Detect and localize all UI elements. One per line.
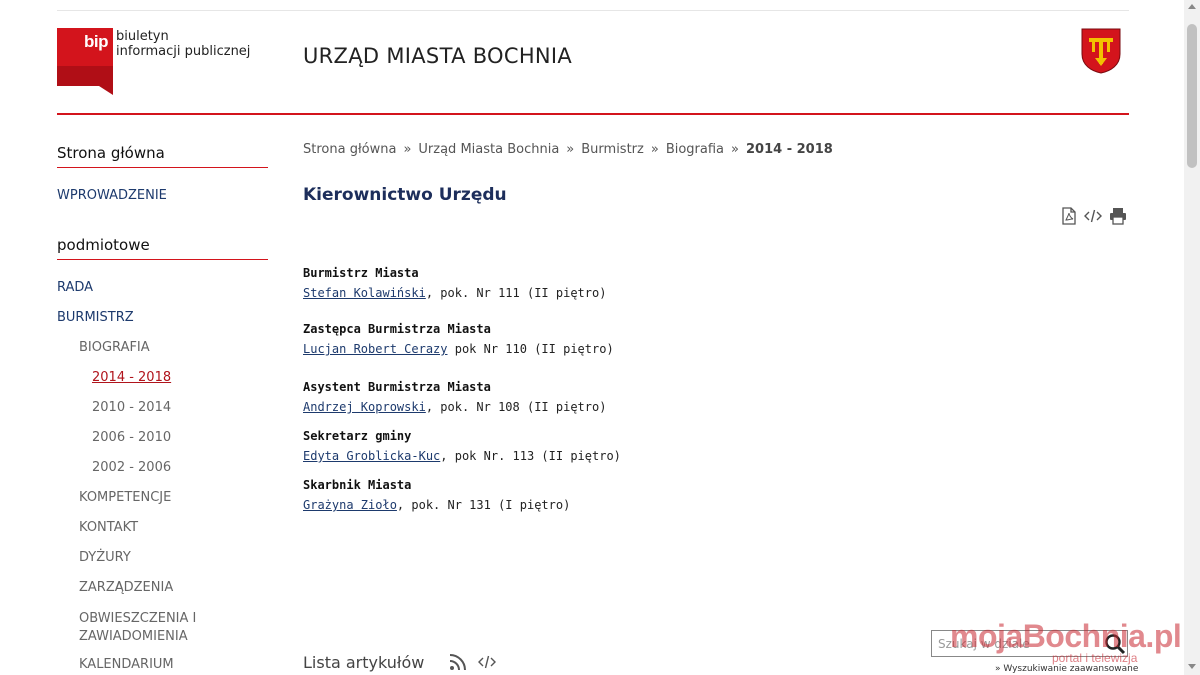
coat-of-arms-icon — [1081, 28, 1121, 74]
sidebar-item-kalendarium[interactable]: KALENDARIUM — [79, 657, 174, 672]
code-icon[interactable] — [1084, 207, 1102, 225]
official-entry — [303, 400, 606, 414]
page-title: Kierownictwo Urzędu — [303, 185, 507, 205]
watermark-subtitle: portal i telewizja — [1052, 651, 1138, 665]
sidebar-item-kompetencje[interactable]: KOMPETENCJE — [79, 490, 172, 505]
sidebar-item-label: OBWIESZCZENIA I — [79, 611, 197, 626]
scrollbar[interactable] — [1184, 0, 1200, 675]
top-divider — [57, 10, 1129, 11]
official-office: , pok. Nr 111 (II piętro) — [425, 286, 607, 300]
header-divider — [57, 113, 1129, 115]
sidebar-item-label: ZAWIADOMIENIA — [79, 629, 188, 644]
official-office: , pok Nr. 113 (II piętro) — [440, 449, 621, 463]
official-office: , pok. Nr 108 (II piętro) — [425, 400, 607, 414]
print-icon[interactable] — [1109, 207, 1127, 225]
bip-logo-mark — [57, 28, 113, 66]
rss-icon[interactable] — [449, 653, 467, 671]
official-role: Zastępca Burmistrza Miasta — [303, 322, 491, 336]
bip-logo[interactable] — [57, 28, 257, 98]
official-entry — [303, 449, 621, 463]
official-name-link[interactable]: Stefan Kolawiński — [303, 286, 426, 300]
official-role: Skarbnik Miasta — [303, 478, 412, 492]
breadcrumb-current: 2014 - 2018 — [745, 142, 833, 157]
sidebar-item-wprowadzenie[interactable]: WPROWADZENIE — [57, 188, 167, 203]
bip-logo-line2: informacji publicznej — [116, 44, 251, 59]
site-title[interactable]: URZĄD MIASTA BOCHNIA — [303, 44, 573, 68]
sidebar-item-obwieszczenia[interactable] — [79, 610, 196, 646]
sidebar-item-2014-2018[interactable]: 2014 - 2018 — [92, 370, 172, 385]
sidebar-item-2010-2014[interactable]: 2010 - 2014 — [92, 400, 172, 415]
breadcrumb-separator: » — [403, 142, 412, 157]
breadcrumb-separator: » — [731, 142, 739, 157]
sidebar-section-heading: podmiotowe — [57, 236, 150, 254]
official-role: Asystent Burmistrza Miasta — [303, 380, 491, 394]
official-name-link[interactable]: Grażyna Zioło — [303, 498, 397, 512]
sidebar-home-link[interactable]: Strona główna — [57, 144, 165, 162]
sidebar-item-biografia[interactable]: BIOGRAFIA — [79, 340, 150, 355]
scroll-thumb[interactable] — [1187, 24, 1197, 168]
sidebar-item-kontakt[interactable]: KONTAKT — [79, 520, 139, 535]
sidebar-item-2002-2006[interactable]: 2002 - 2006 — [92, 460, 172, 475]
code-icon[interactable] — [478, 653, 496, 671]
breadcrumb-separator: » — [650, 142, 659, 157]
official-role: Burmistrz Miasta — [303, 266, 419, 280]
sidebar-item-zarzadzenia[interactable]: ZARZĄDZENIA — [79, 580, 174, 595]
scroll-down-arrow[interactable] — [1188, 664, 1196, 669]
breadcrumb-item[interactable]: Urząd Miasta Bochnia — [418, 142, 560, 157]
official-office: , pok. Nr 131 (I piętro) — [396, 498, 571, 512]
breadcrumb-item[interactable]: Strona główna — [303, 142, 397, 157]
article-list-title: Lista artykułów — [303, 653, 425, 672]
sidebar-item-2006-2010[interactable]: 2006 - 2010 — [92, 430, 172, 445]
official-name-link[interactable]: Andrzej Koprowski — [303, 400, 426, 414]
advanced-search-link[interactable]: » Wyszukiwanie zaawansowane — [995, 664, 1139, 674]
official-office: pok Nr 110 (II piętro) — [447, 342, 614, 356]
bip-logo-line1: biuletyn — [116, 29, 169, 44]
official-entry — [303, 286, 606, 300]
official-entry — [303, 498, 570, 512]
breadcrumb-item[interactable]: Burmistrz — [581, 142, 644, 157]
sidebar-divider — [57, 259, 268, 260]
official-name-link[interactable]: Edyta Groblicka-Kuc — [303, 449, 441, 463]
pdf-icon[interactable] — [1060, 207, 1078, 225]
official-role: Sekretarz gminy — [303, 429, 412, 443]
breadcrumb-item[interactable]: Biografia — [665, 142, 725, 157]
sidebar-divider — [57, 167, 268, 168]
official-name-link[interactable]: Lucjan Robert Cerazy — [303, 342, 448, 356]
watermark-logo: mojaBochnia.pl — [950, 618, 1182, 654]
bip-logo-shadow — [57, 66, 113, 95]
bip-logo-word: bip — [84, 32, 108, 51]
sidebar-item-rada[interactable]: RADA — [57, 280, 94, 295]
official-entry — [303, 342, 614, 356]
page-tools — [1060, 207, 1130, 227]
breadcrumb-separator: » — [566, 142, 575, 157]
breadcrumb — [303, 142, 833, 157]
bip-logo-text — [116, 29, 250, 59]
sidebar-item-burmistrz[interactable]: BURMISTRZ — [57, 310, 134, 325]
sidebar-item-dyzury[interactable]: DYŻURY — [79, 550, 131, 565]
scroll-up-arrow[interactable] — [1188, 4, 1196, 9]
